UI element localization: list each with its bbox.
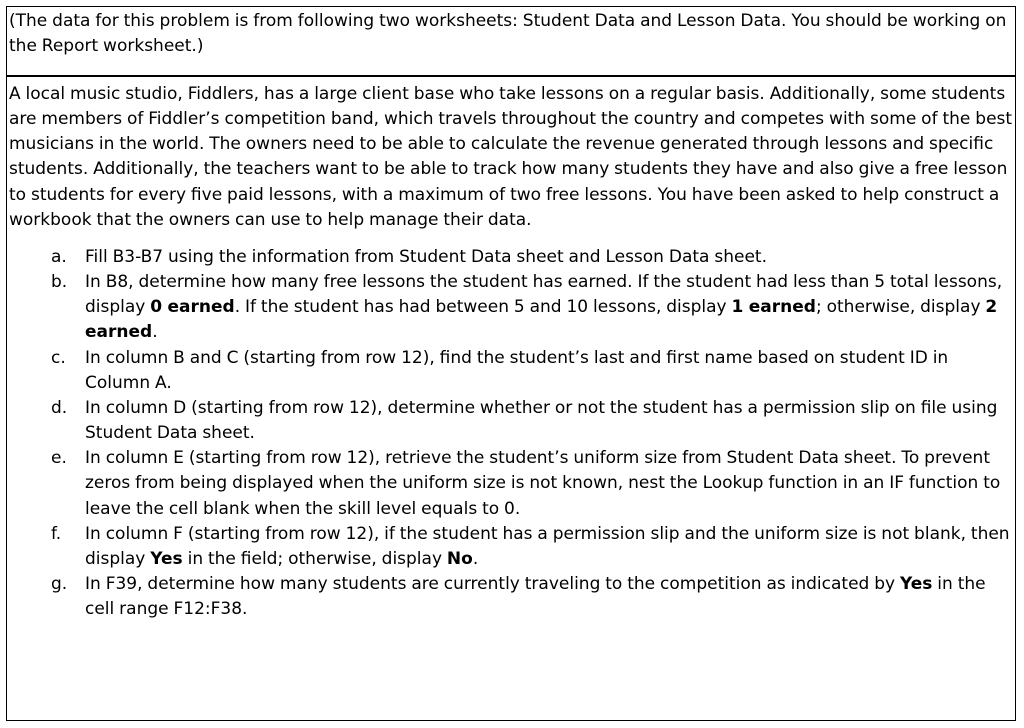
task-item-a [9,245,1015,270]
task-item-e [9,446,1015,521]
task-text [85,522,1015,572]
task-item-f [9,522,1015,572]
task-item-g [9,572,1015,622]
task-item-c [9,346,1015,396]
task-letter: a. [51,246,67,267]
task-bold-value: 1 earned [731,297,816,318]
task-bold-value: 2 earned [85,297,998,343]
task-text-part: In column F (starting from row 12), if the student has a permission slip and the uniform size is not blank, then display [85,523,1010,569]
task-letter: f. [51,523,62,544]
task-item-b [9,270,1015,345]
task-text-part: . If the student has had between 5 and 10 lessons, display [234,297,732,318]
task-letter: e. [51,448,67,469]
task-list [9,245,1015,622]
task-text [85,270,1015,345]
task-text-part: In F39, determine how many students are currently traveling to the competition as indicated by [85,573,900,594]
instructions-box [6,76,1016,721]
task-item-d [9,396,1015,446]
task-text-part: ; otherwise, display [815,297,986,318]
task-letter: b. [51,272,68,293]
task-letter: c. [51,347,66,368]
task-bold-value: Yes [899,573,933,594]
task-bold-value: Yes [150,548,183,569]
task-text [85,572,1015,622]
task-text-part: in the field; otherwise, display [182,548,447,569]
task-text: In column D (starting from row 12), determine whether or not the student has a permission slip on file using Student Data sheet. [85,397,998,444]
task-letter: d. [51,397,68,418]
task-text-part: In B8, determine how many free lessons the student has earned. If the student had less than 5 total lessons, display [85,272,1003,318]
task-text-part: . [472,548,479,569]
task-text: Fill B3-B7 using the information from Student Data sheet and Lesson Data sheet. [85,246,767,267]
scenario-paragraph: A local music studio, Fiddlers, has a large client base who take lessons on a regular basis. Additionally, some students are members of Fiddler’s competition band, which travels throughout the country and competes with some of the best musicians in the world. The owners need to be able to calculate the revenue generated through lessons and specific students. Additionally, the teachers want to be able to track how many students they have and also give a free lesson to students for every five paid lessons, with a maximum of two free lessons. You have been asked to help construct a workbook that the owners can use to help manage their data. [9,84,1013,230]
task-bold-value: 0 earned [150,297,235,318]
task-text: In column B and C (starting from row 12), find the student’s last and first name based on student ID in Column A. [85,347,949,393]
task-text: In column E (starting from row 12), retrieve the student’s uniform size from Student Data sheet. To prevent zeros from being displayed when the uniform size is not known, nest the Lookup function in an IF function to leave the cell blank when the skill level equals to 0. [85,448,1001,519]
task-text-part: . [152,322,158,343]
task-bold-value: No [446,548,473,569]
intro-box [6,6,1016,76]
intro-note: (The data for this problem is from following two worksheets: Student Data and Lesson Data. You should be working on the Report worksheet.) [9,11,1007,57]
task-text-part: in the cell range F12:F38. [85,573,986,620]
task-letter: g. [51,573,68,594]
